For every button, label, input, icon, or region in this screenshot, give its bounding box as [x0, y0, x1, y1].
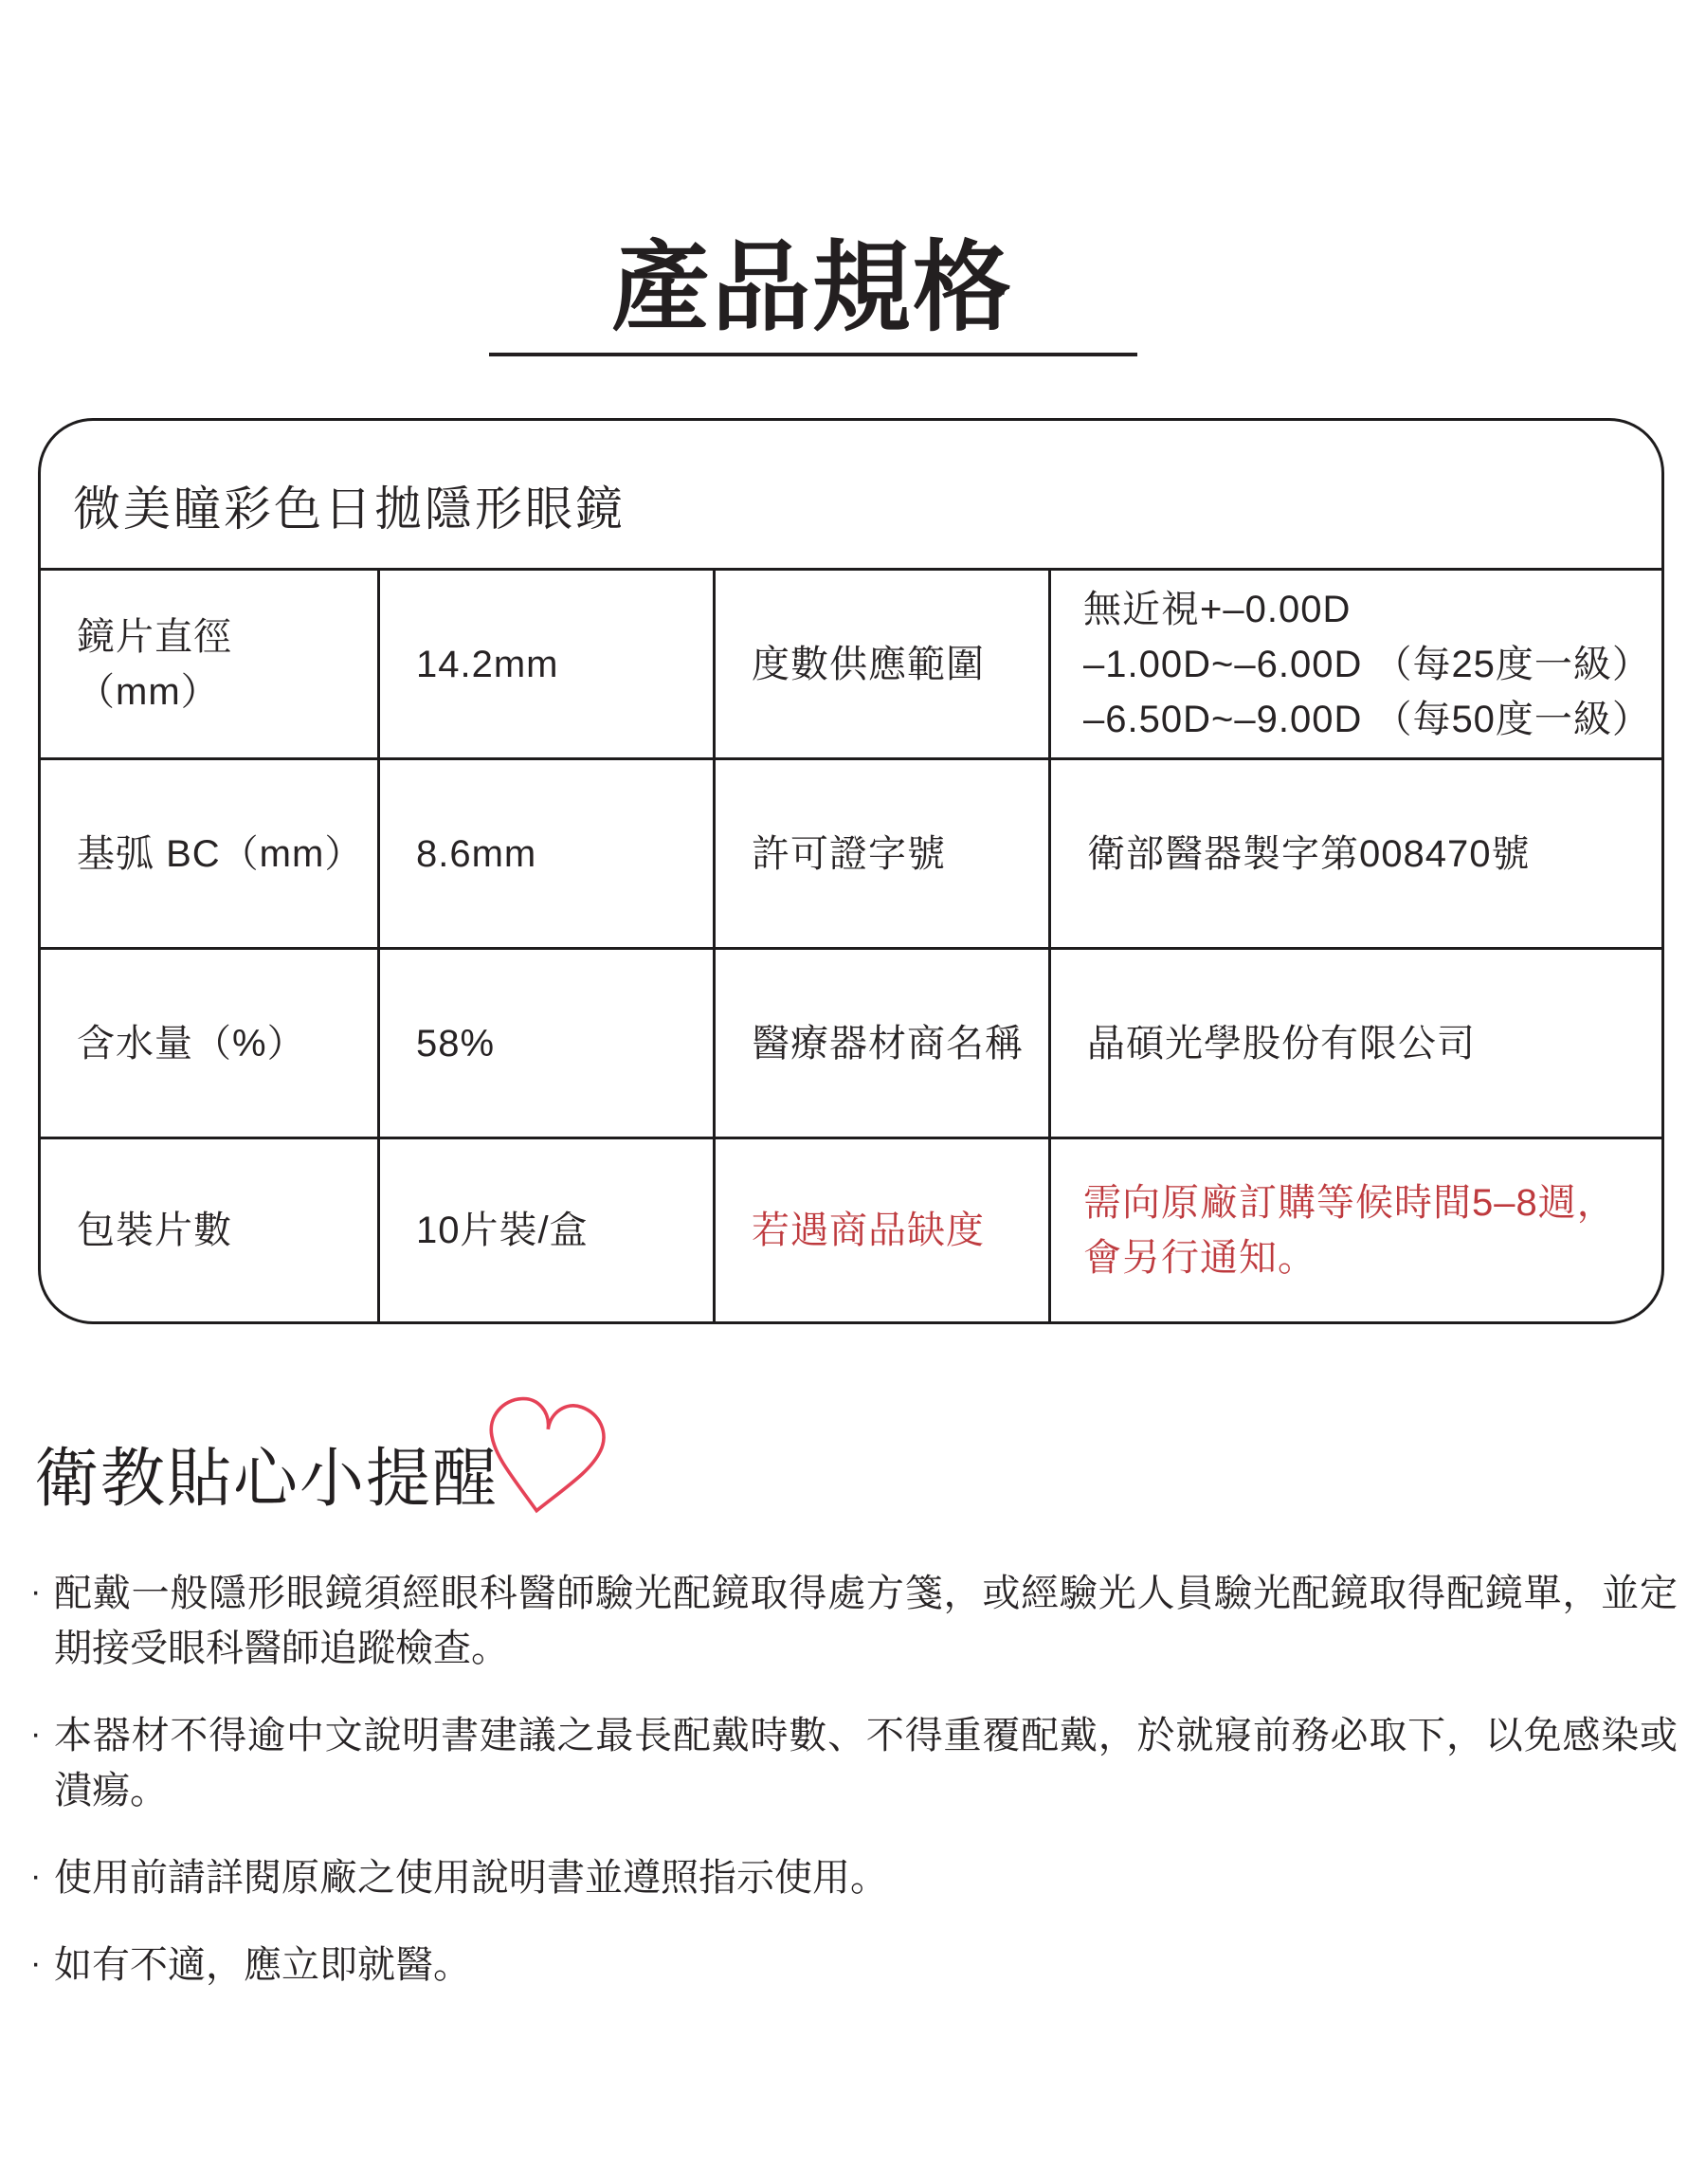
reminder-text: 使用前請詳閱原廠之使用說明書並遵照指示使用。 — [54, 1857, 888, 1899]
spec-label-out-of-stock: 若遇商品缺度 — [713, 1137, 1048, 1321]
reminder-text: 配戴一般隱形眼鏡須經眼科醫師驗光配鏡取得處方箋，或經驗光人員驗光配鏡取得配鏡單，並定期接受眼科醫師追蹤檢查。 — [54, 1573, 1678, 1669]
spec-value-lens-diameter: 14.2mm — [377, 568, 713, 757]
out-of-stock-line-1: 需向原廠訂購等候時間5–8週， — [1083, 1182, 1616, 1224]
reminder-text: 如有不適，應立即就醫。 — [54, 1944, 471, 1986]
spec-value-out-of-stock — [1048, 1137, 1664, 1321]
out-of-stock-line-2: 會另行通知。 — [1083, 1237, 1316, 1279]
reminder-item — [28, 1708, 1678, 1818]
spec-label-lens-diameter: 鏡片直徑（mm） — [41, 568, 377, 757]
product-spec-table — [38, 418, 1664, 1324]
spec-label-base-curve: 基弧 BC（mm） — [41, 757, 377, 947]
spec-label-vendor-name: 醫療器材商名稱 — [713, 947, 1048, 1137]
spec-value-pack-quantity: 10片裝/盒 — [377, 1137, 713, 1321]
bullet-icon: · — [30, 1945, 42, 1981]
reminder-text: 本器材不得逾中文說明書建議之最長配戴時數、不得重覆配戴，於就寢前務必取下，以免感染或潰瘍。 — [54, 1715, 1678, 1811]
spec-grid — [41, 421, 1661, 1321]
spec-label-power-range: 度數供應範圍 — [713, 568, 1048, 757]
spec-label-pack-quantity: 包裝片數 — [41, 1137, 377, 1321]
bullet-icon: · — [30, 1858, 42, 1894]
spec-value-base-curve: 8.6mm — [377, 757, 713, 947]
spec-value-water-content: 58% — [377, 947, 713, 1137]
power-range-line-2: –1.00D~–6.00D （每25度一級） — [1083, 643, 1651, 685]
spec-value-power-range — [1048, 568, 1664, 757]
spec-value-vendor-name: 晶碩光學股份有限公司 — [1048, 947, 1664, 1137]
bullet-icon: · — [30, 1716, 42, 1752]
product-name: 微美瞳彩色日拋隱形眼鏡 — [73, 482, 626, 536]
power-range-line-1: 無近視+–0.00D — [1083, 588, 1352, 630]
power-range-line-3: –6.50D~–9.00D （每50度一級） — [1083, 698, 1651, 740]
bullet-icon: · — [30, 1574, 42, 1610]
reminders-list — [28, 1566, 1678, 2025]
reminder-item — [28, 1566, 1678, 1676]
spec-label-license-number: 許可證字號 — [713, 757, 1048, 947]
reminder-item — [28, 1850, 1678, 1905]
title-underline — [489, 353, 1137, 356]
reminder-item — [28, 1938, 1678, 1993]
heart-outline-icon — [470, 1386, 618, 1530]
spec-value-license-number: 衛部醫器製字第008470號 — [1048, 757, 1664, 947]
reminders-heading: 衛教貼心小提醒 — [34, 1443, 499, 1515]
spec-label-water-content: 含水量（%） — [41, 947, 377, 1137]
page-title: 產品規格 — [610, 232, 1013, 343]
